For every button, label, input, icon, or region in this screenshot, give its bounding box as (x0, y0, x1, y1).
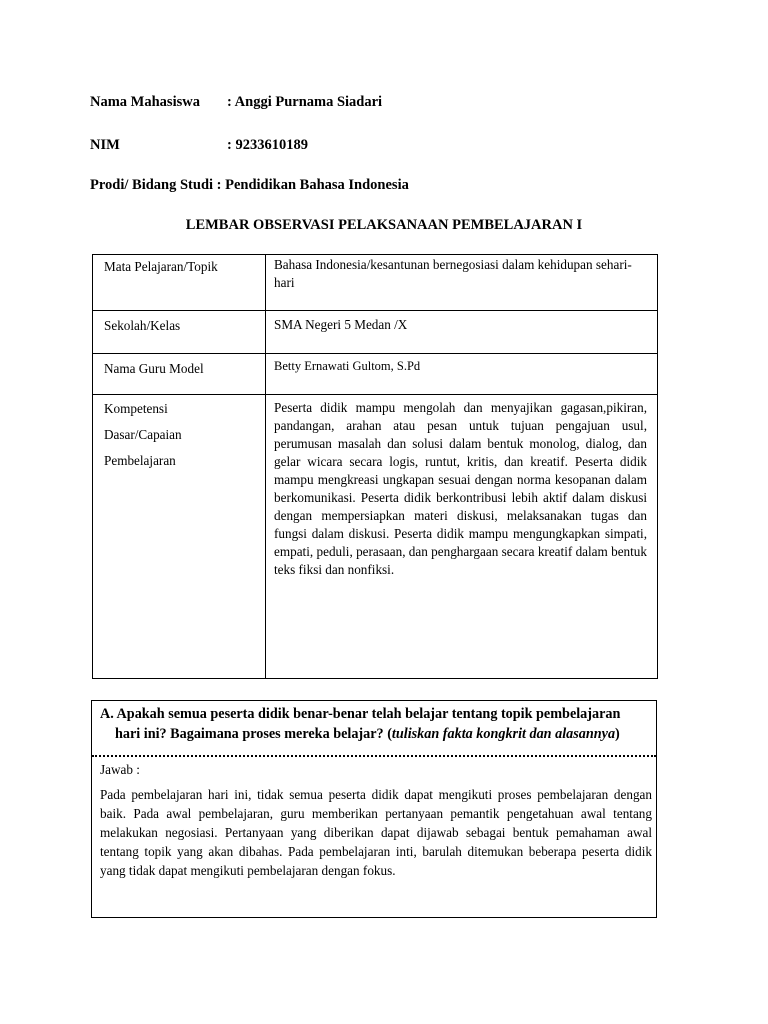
school-class-value: SMA Negeri 5 Medan /X (266, 311, 658, 354)
competency-label-line-2: Dasar/Capaian (104, 427, 182, 442)
competency-label-line-3: Pembelajaran (104, 453, 176, 468)
question-line-2 (100, 724, 652, 744)
student-name-line (90, 94, 382, 111)
question-instruction: tuliskan fakta kongkrit dan alasannya (391, 726, 616, 742)
answer-section (92, 757, 656, 880)
question-box (91, 700, 657, 918)
competency-label (93, 395, 266, 679)
answer-text: Pada pembelajaran hari ini, tidak semua peserta didik dapat mengikuti proses pembelajaran dengan baik. Pada awal pembelajaran, guru memberikan pertanyaan pemantik pengetahuan awal tentang melakukan negosiasi. Pertanyaan yang diberikan dapat dijawab sebagai bentuk pemahaman awal tentang topik yang akan dibahas. Pada pembelajaran inti, barulah ditemukan beberapa peserta didik yang tidak dapat mengikuti pembelajaran dengan fokus. (100, 787, 652, 878)
name-value: : Anggi Purnama Siadari (227, 94, 383, 110)
nim-label: NIM (90, 137, 120, 153)
competency-label-line-1: Kompetensi (104, 401, 168, 416)
subject-topic-label: Mata Pelajaran/Topik (93, 255, 266, 311)
table-row (93, 255, 658, 311)
competency-value: Peserta didik mampu mengolah dan menyajikan gagasan,pikiran, pandangan, arahan atau pesan untuk tujuan pengajuan usul, perumusan masalah dan solusi dalam bentuk monolog, dialog, dan gelar wicara secara logis, runtut, kritis, dan kreatif. Peserta didik mampu mengkreasi ungkapan sesuai dengan norma kesopanan dalam berkomunikasi. Peserta didik berkontribusi lebih aktif dalam diskusi dengan mempersiapkan materi diskusi, melaksanakan tugas dan fungsi dalam diskusi. Peserta didik mampu mengungkapkan simpati, empati, peduli, perasaan, dan penghargaan secara kreatif dalam bentuk teks fiksi dan nonfiksi. (266, 395, 658, 679)
question-line-2-close: ) (615, 726, 620, 742)
school-class-label: Sekolah/Kelas (93, 311, 266, 354)
document-title: LEMBAR OBSERVASI PELAKSANAAN PEMBELAJARAN I (185, 217, 583, 233)
table-row (93, 311, 658, 354)
observation-info-table (92, 254, 658, 679)
model-teacher-label: Nama Guru Model (93, 354, 266, 395)
question-header (92, 701, 656, 757)
subject-topic-value: Bahasa Indonesia/kesantunan bernegosiasi dalam kehidupan sehari-hari (266, 255, 658, 311)
question-line-2-main: hari ini? Bagaimana proses mereka belajar? ( (115, 726, 392, 742)
table-row (93, 395, 658, 679)
prodi-line: Prodi/ Bidang Studi : Pendidikan Bahasa Indonesia (90, 177, 409, 193)
nim-line (90, 137, 308, 154)
question-line-1: A. Apakah semua peserta didik benar-benar telah belajar tentang topik pembelajaran (100, 706, 621, 722)
nim-value: : 9233610189 (227, 137, 308, 153)
answer-label: Jawab : (100, 762, 140, 777)
model-teacher-value: Betty Ernawati Gultom, S.Pd (266, 354, 658, 395)
name-label: Nama Mahasiswa (90, 94, 200, 110)
table-row (93, 354, 658, 395)
